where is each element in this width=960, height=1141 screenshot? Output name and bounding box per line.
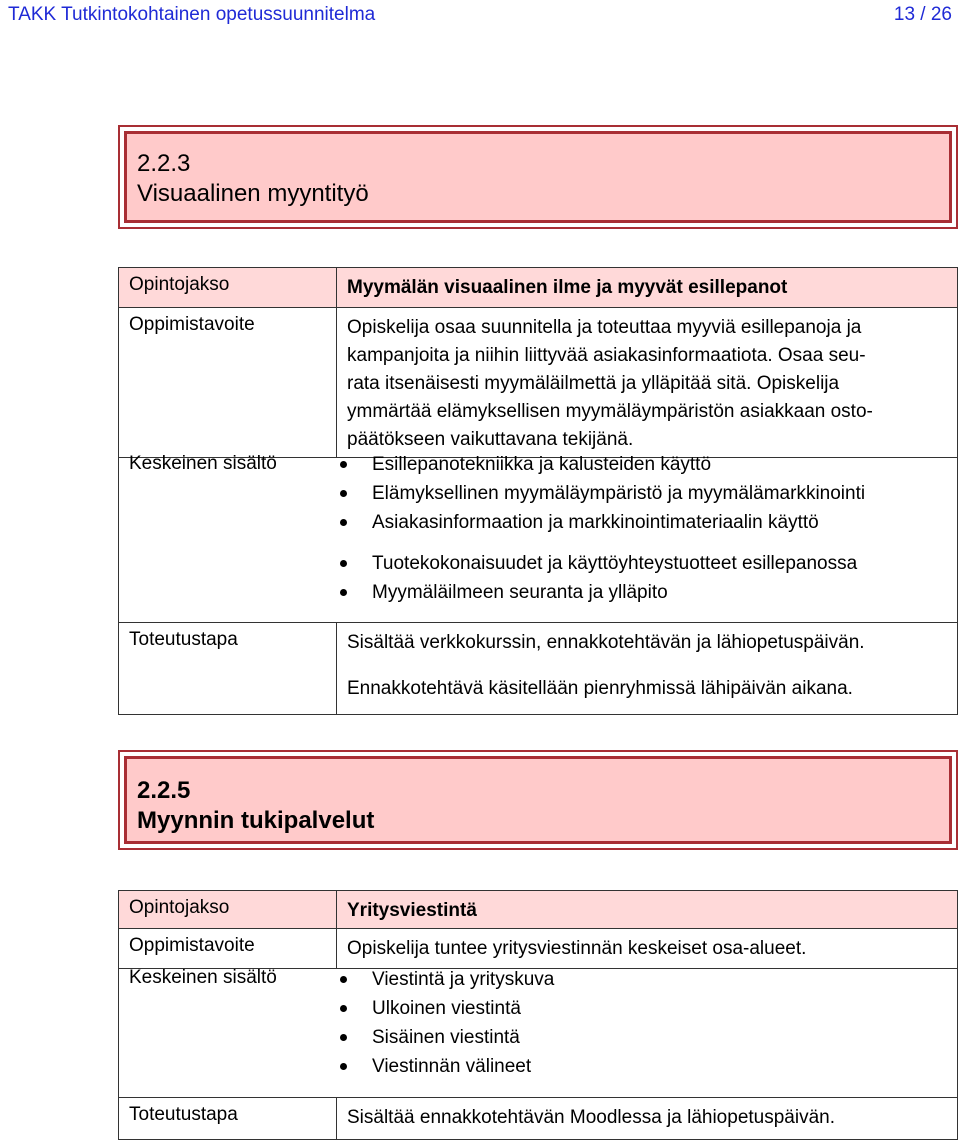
learning-objective (337, 308, 958, 458)
content-list (336, 965, 554, 1081)
list-item: Viestintä ja yrityskuva (336, 965, 554, 994)
list-item: Viestinnän välineet (336, 1052, 554, 1081)
course-name: Myymälän visuaalinen ilme ja myyvät esillepanot (337, 268, 958, 308)
section-heading-2-2-3 (118, 125, 958, 229)
table-row (119, 308, 958, 458)
row-label: Opintojakso (119, 268, 337, 308)
implementation (337, 623, 958, 715)
row-label: Toteutustapa (119, 623, 337, 715)
implementation-line: Sisältää verkkokurssin, ennakkotehtävän ja lähiopetuspäivän. (347, 632, 865, 653)
content-cell (119, 969, 958, 1098)
list-item: Asiakasinformaation ja markkinointimateriaalin käyttö (336, 508, 865, 537)
course-table-myynnin-tukipalvelut (118, 890, 958, 1140)
learning-objective: Opiskelija tuntee yritysviestinnän keskeiset osa-alueet. (337, 929, 958, 969)
section-title: Visuaalinen myyntityö (137, 180, 369, 207)
content-list (336, 450, 865, 537)
document-title: TAKK Tutkintokohtainen opetussuunnitelma (8, 4, 376, 25)
table-row (119, 458, 958, 623)
row-label: Oppimistavoite (119, 929, 337, 969)
table-row (119, 969, 958, 1098)
row-label: Keskeinen sisältö (129, 453, 277, 474)
content-cell (119, 453, 958, 623)
section-number: 2.2.3 (137, 150, 191, 177)
list-item: Sisäinen viestintä (336, 1023, 554, 1052)
list-item: Esillepanotekniikka ja kalusteiden käyttö (336, 450, 865, 479)
objective-line: kampanjoita ja niihin liittyvää asiakasinformaatiota. Osaa seu- (347, 345, 866, 366)
row-label: Keskeinen sisältö (129, 967, 277, 988)
course-table-visuaalinen-myyntityo (118, 267, 958, 715)
objective-line: Opiskelija osaa suunnitella ja toteuttaa myyviä esillepanoja ja (347, 317, 862, 338)
section-heading-2-2-5 (118, 750, 958, 850)
table-row (119, 268, 958, 308)
table-row (119, 891, 958, 929)
table-row (119, 1098, 958, 1140)
implementation-line: Ennakkotehtävä käsitellään pienryhmissä lähipäivän aikana. (347, 678, 853, 699)
section-number: 2.2.5 (137, 777, 191, 804)
course-name: Yritysviestintä (337, 891, 958, 929)
section-heading-inner (124, 131, 952, 223)
objective-line: ymmärtää elämyksellisen myymäläympäristön asiakkaan osto- (347, 401, 873, 422)
table-row (119, 929, 958, 969)
objective-line: päätökseen vaikuttavana tekijänä. (347, 429, 634, 450)
section-heading-inner (124, 756, 952, 844)
page-number: 13 / 26 (893, 4, 952, 25)
list-item: Myymäläilmeen seuranta ja ylläpito (336, 578, 857, 607)
row-label: Opintojakso (119, 891, 337, 929)
list-item: Ulkoinen viestintä (336, 994, 554, 1023)
content-list (336, 549, 857, 607)
row-label: Oppimistavoite (119, 308, 337, 458)
implementation: Sisältää ennakkotehtävän Moodlessa ja lähiopetuspäivän. (337, 1098, 958, 1140)
section-title: Myynnin tukipalvelut (137, 807, 375, 834)
list-item: Elämyksellinen myymäläympäristö ja myymälämarkkinointi (336, 479, 865, 508)
table-row (119, 623, 958, 715)
row-label: Toteutustapa (119, 1098, 337, 1140)
objective-line: rata itsenäisesti myymäläilmettä ja ylläpitää sitä. Opiskelija (347, 373, 840, 394)
list-item: Tuotekokonaisuudet ja käyttöyhteystuotteet esillepanossa (336, 549, 857, 578)
